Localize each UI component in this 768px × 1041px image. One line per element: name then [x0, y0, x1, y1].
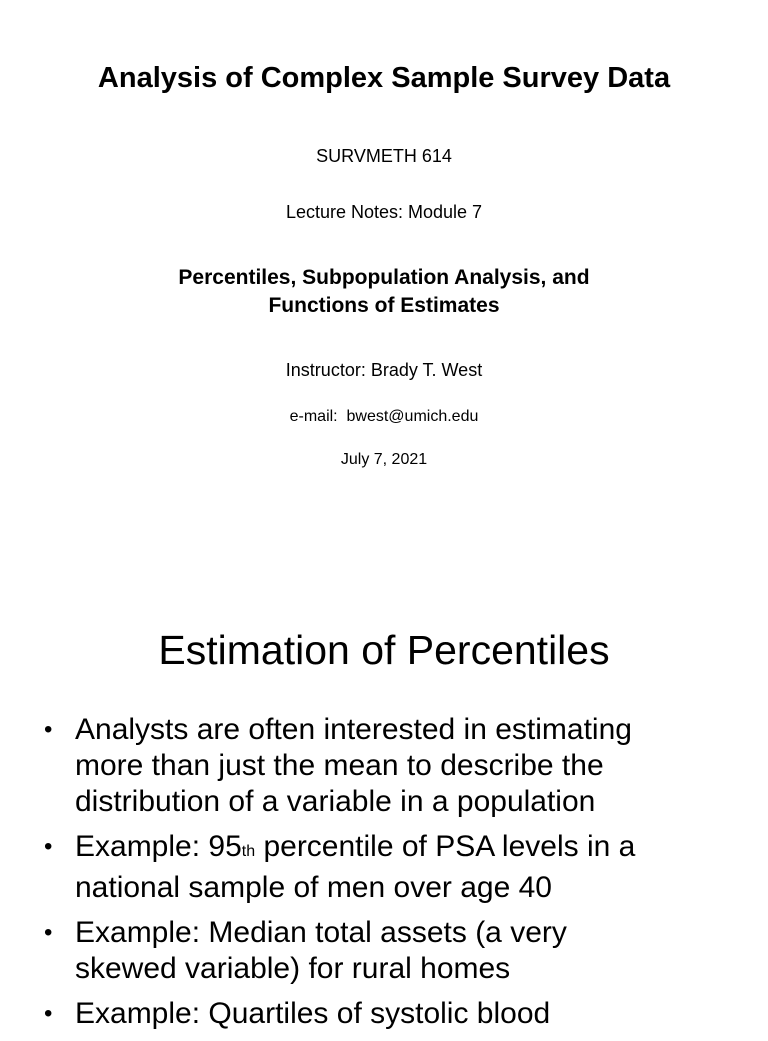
bullet-line-rest: percentile of PSA levels in a — [255, 830, 636, 863]
bullet-item — [0, 712, 768, 820]
document-title: Analysis of Complex Sample Survey Data — [97, 62, 671, 94]
bullet-text-line: Analysts are often interested in estimating — [75, 713, 632, 746]
bullet-text-line — [75, 829, 738, 870]
course-code: SURVMETH 614 — [316, 146, 452, 166]
bullet-text-line: more than just the mean to describe the — [75, 749, 604, 782]
bullet-dot-icon: • — [44, 833, 53, 860]
lecture-notes-label: Lecture Notes: Module 7 — [285, 202, 483, 222]
slide-title: Estimation of Percentiles — [158, 627, 610, 673]
lecture-date: July 7, 2021 — [340, 451, 428, 468]
content-slide — [0, 576, 768, 1030]
bullet-item — [0, 996, 768, 1032]
bullet-text-line: Example: Median total assets (a very — [75, 916, 567, 949]
bullet-prefix: Example: 95 — [75, 830, 242, 863]
bullet-dot-icon: • — [44, 919, 53, 946]
bullet-item — [0, 829, 768, 906]
subtitle-line-2: Functions of Estimates — [268, 294, 500, 317]
bullet-text-line: skewed variable) for rural homes — [75, 952, 511, 985]
bullet-dot-icon: • — [44, 1000, 53, 1027]
instructor-name: Instructor: Brady T. West — [285, 360, 483, 380]
ordinal-superscript: th — [241, 843, 256, 860]
bullet-text-line: national sample of men over age 40 — [75, 871, 552, 904]
module-subtitle — [0, 264, 768, 320]
bullet-dot-icon: • — [44, 716, 53, 743]
instructor-email: e-mail: bwest@umich.edu — [289, 408, 479, 425]
bullet-item — [0, 915, 768, 987]
bullet-text-line: distribution of a variable in a population — [75, 785, 596, 818]
subtitle-line-1: Percentiles, Subpopulation Analysis, and — [178, 266, 590, 289]
bullet-text-line: Example: Quartiles of systolic blood — [75, 997, 551, 1030]
title-slide — [0, 0, 768, 520]
bullet-list — [0, 712, 768, 1041]
